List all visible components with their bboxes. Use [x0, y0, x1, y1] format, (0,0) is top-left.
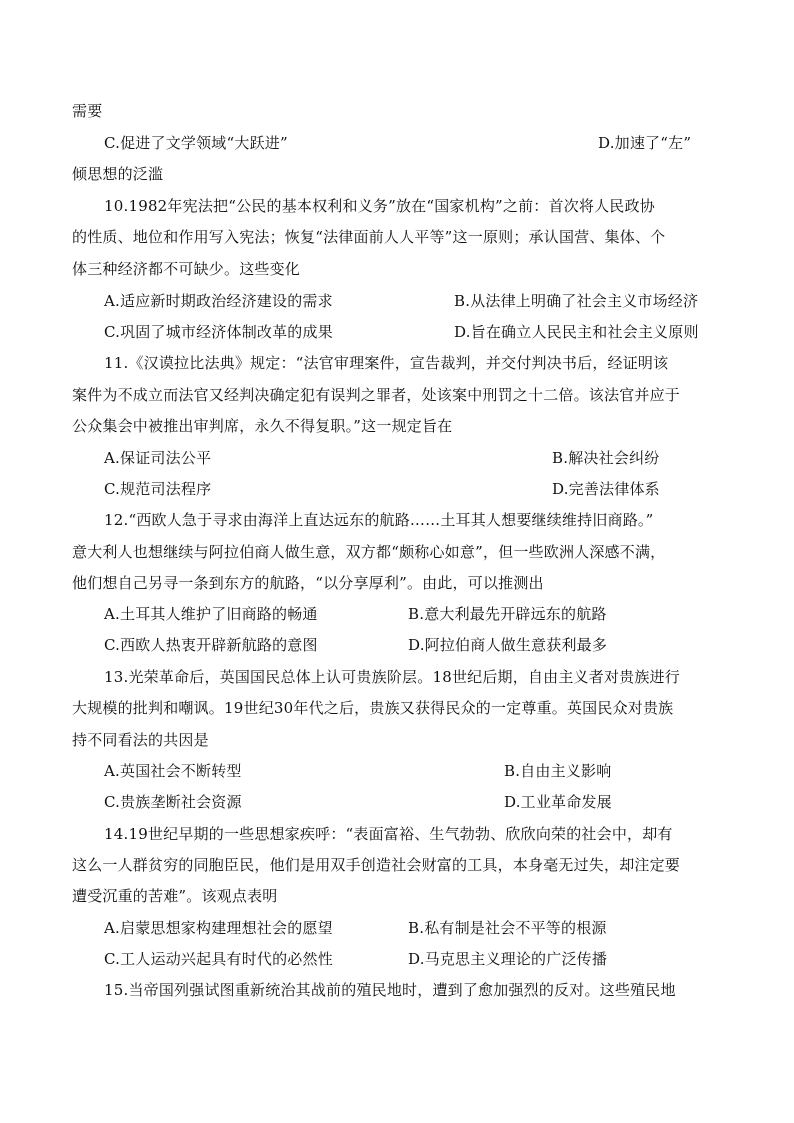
- option-a: A.适应新时期政治经济建设的需求: [104, 292, 333, 310]
- option-b: B.私有制是社会不平等的根源: [408, 919, 607, 937]
- option-d: D.阿拉伯商人做生意获利最多: [408, 636, 608, 654]
- text-line: 案件为不成立而法官又经判决确定犯有误判之罪者，处该案中刑罚之十二倍。该法官并应于: [72, 386, 681, 404]
- option-b: B.解决社会纠纷: [552, 449, 660, 467]
- text-line: 他们想自己另寻一条到东方的航路，“以分享厚利”。由此，可以推测出: [72, 574, 544, 592]
- option-a: A.英国社会不断转型: [104, 762, 242, 780]
- option-d: D.马克思主义理论的广泛传播: [408, 950, 608, 968]
- text-line: 持不同看法的共因是: [72, 731, 209, 749]
- option-d: D.工业革命发展: [504, 793, 612, 811]
- option-c: C.规范司法程序: [104, 480, 212, 498]
- text-line: 倾思想的泛滥: [72, 165, 164, 183]
- option-c: C.巩固了城市经济体制改革的成果: [104, 323, 333, 341]
- option-d: D.加速了“左”: [598, 134, 692, 152]
- option-c: C.西欧人热衷开辟新航路的意图: [104, 636, 318, 654]
- text-line: 的性质、地位和作用写入宪法；恢复“法律面前人人平等”这一原则；承认国营、集体、个: [72, 228, 666, 246]
- option-d: D.旨在确立人民民主和社会主义原则: [454, 323, 699, 341]
- option-b: B.自由主义影响: [504, 762, 612, 780]
- text-line: 这么一人群贫穷的同胞臣民，他们是用双手创造社会财富的工具，本身毫无过失，却注定要: [72, 856, 681, 874]
- option-a: A.启蒙思想家构建理想社会的愿望: [104, 919, 333, 937]
- question-11: 11.《汉谟拉比法典》规定：“法官审理案件，宣告裁判，并交付判决书后，经证明该: [104, 354, 669, 372]
- question-12: 12.“西欧人急于寻求由海洋上直达远东的航路……土耳其人想要继续维持旧商路。”: [104, 511, 654, 529]
- option-b: B.从法律上明确了社会主义市场经济: [454, 292, 699, 310]
- question-10: 10.1982年宪法把“公民的基本权利和义务”放在“国家机构”之前：首次将人民政协: [104, 197, 655, 215]
- question-13: 13.光荣革命后，英国国民总体上认可贵族阶层。18世纪后期，自由主义者对贵族进行: [104, 668, 680, 686]
- option-d: D.完善法律体系: [552, 480, 660, 498]
- question-15: 15.当帝国列强试图重新统治其战前的殖民地时，遭到了愈加强烈的反对。这些殖民地: [104, 981, 676, 999]
- text-line: 遭受沉重的苦难”。该观点表明: [72, 887, 278, 905]
- text-line: 意大利人也想继续与阿拉伯商人做生意，双方都“颇称心如意”，但一些欧洲人深感不满，: [72, 543, 666, 561]
- option-a: A.土耳其人维护了旧商路的畅通: [104, 605, 318, 623]
- text-line: 体三种经济都不可缺少。这些变化: [72, 260, 301, 278]
- option-a: A.保证司法公平: [104, 449, 212, 467]
- text-line: 公众集会中被推出审判席，永久不得复职。”这一规定旨在: [72, 417, 453, 435]
- question-14: 14.19世纪早期的一些思想家疾呼：“表面富裕、生气勃勃、欣欣向荣的社会中，却有: [104, 825, 673, 843]
- option-c: C.促进了文学领域“大跃进”: [104, 134, 288, 152]
- option-b: B.意大利最先开辟远东的航路: [408, 605, 607, 623]
- option-c: C.贵族垄断社会资源: [104, 793, 242, 811]
- text-line: 需要: [72, 102, 103, 120]
- text-line: 大规模的批判和嘲讽。19世纪30年代之后，贵族又获得民众的一定尊重。英国民众对贵族: [72, 699, 674, 717]
- option-c: C.工人运动兴起具有时代的必然性: [104, 950, 333, 968]
